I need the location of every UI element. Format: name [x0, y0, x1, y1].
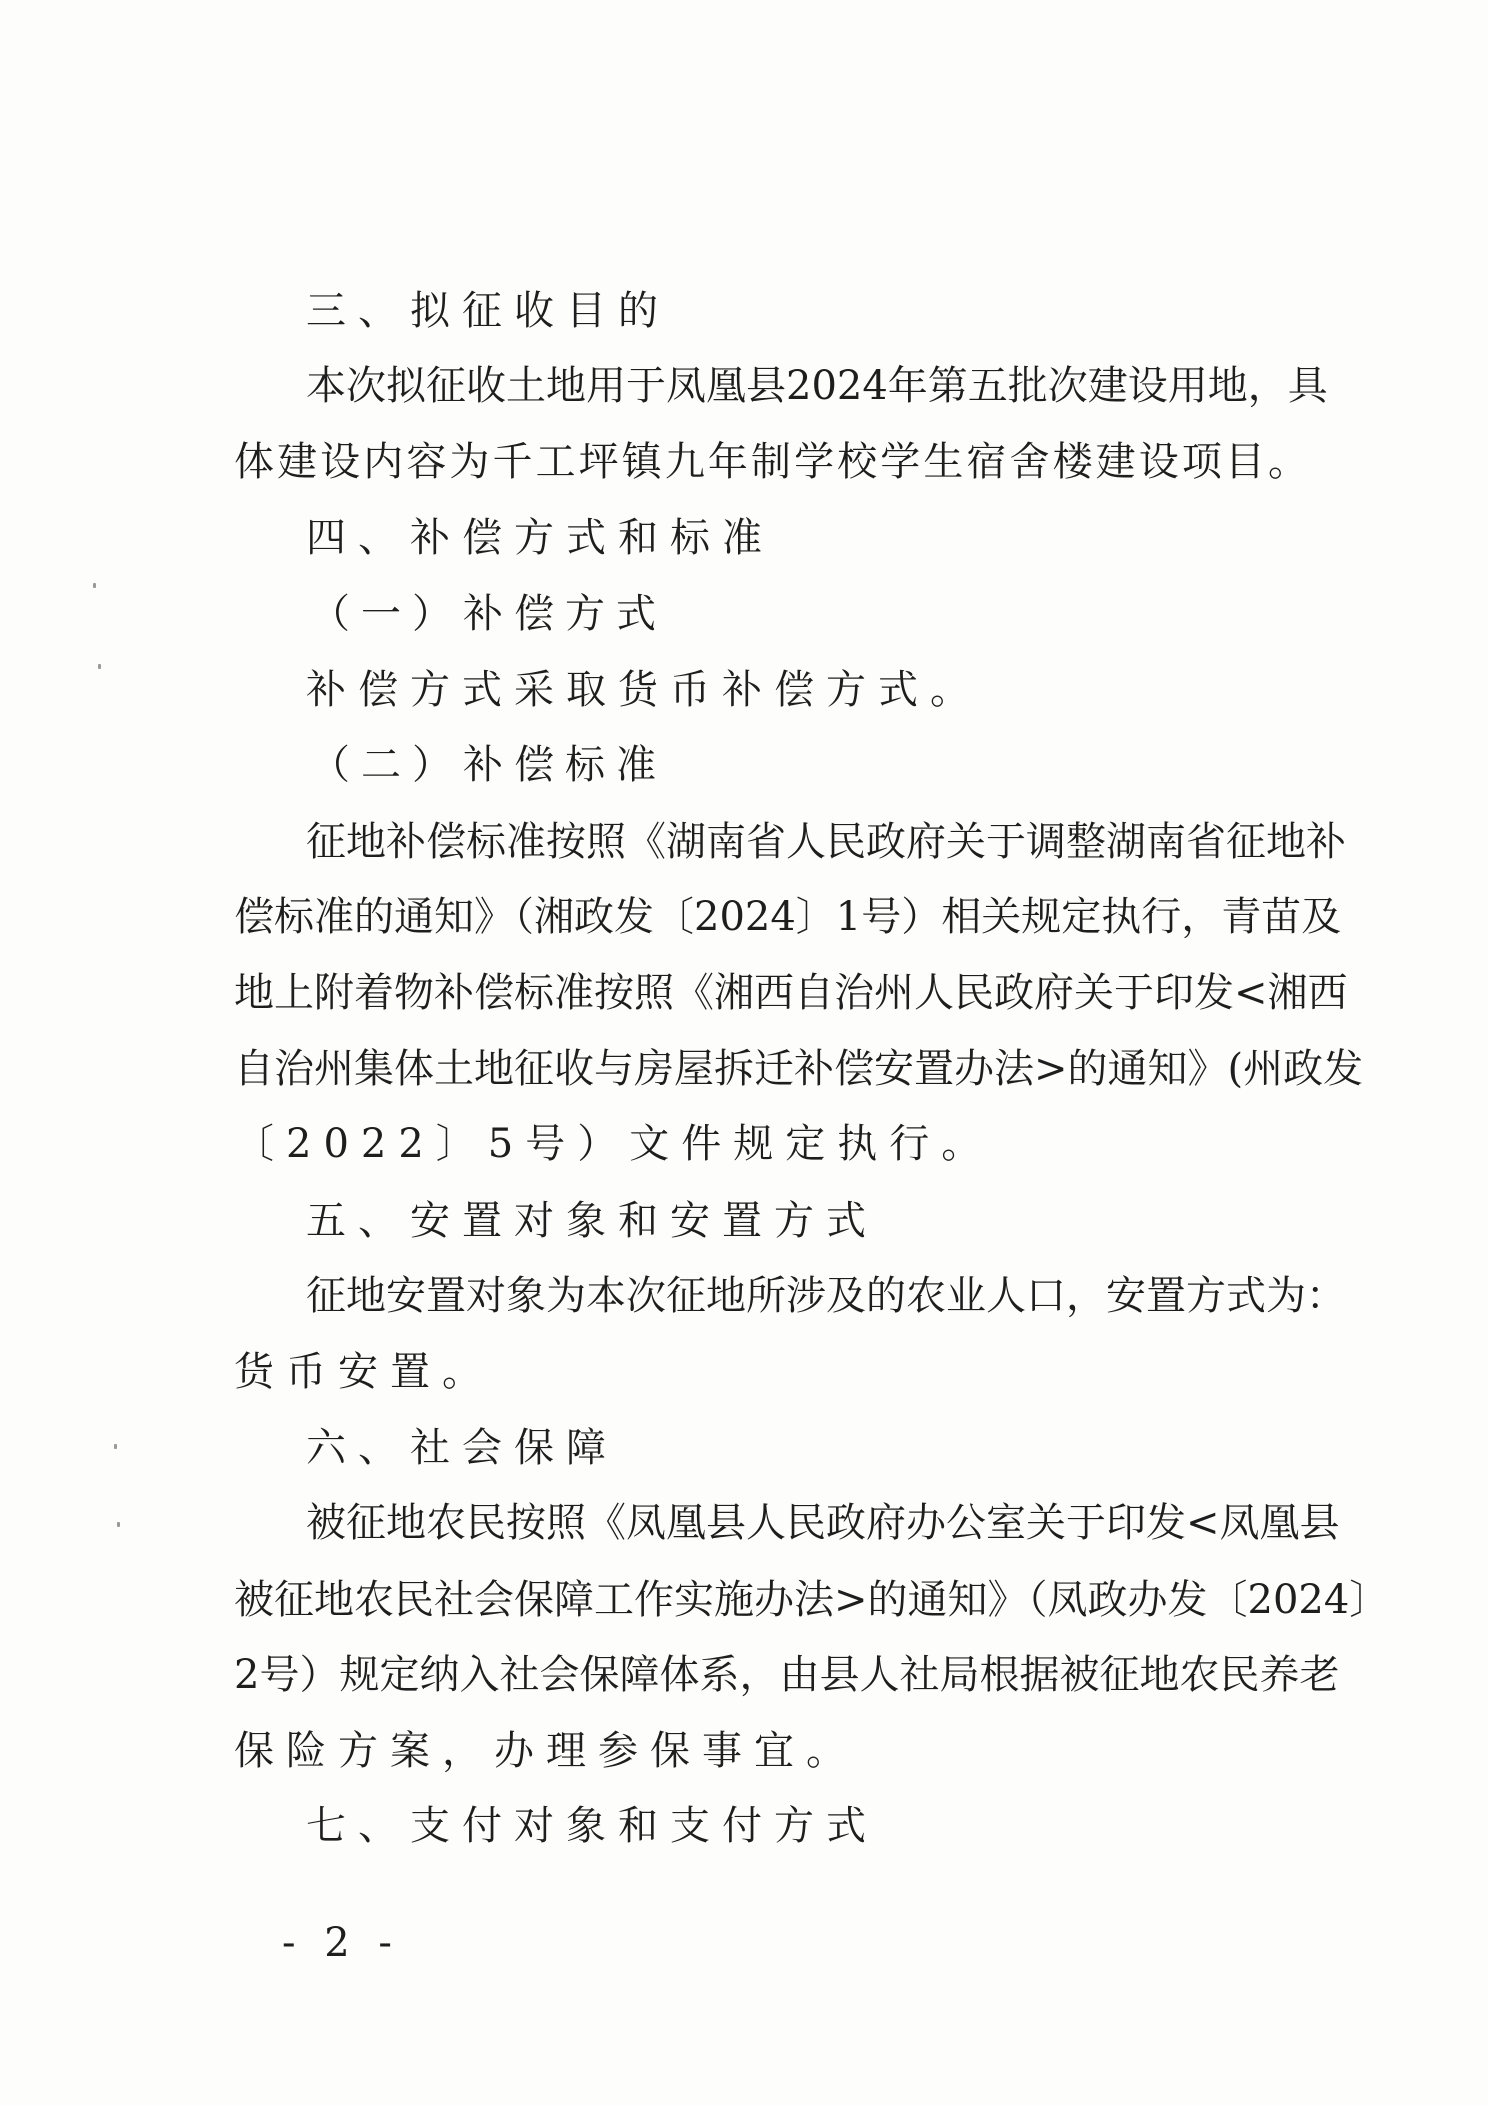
subheading-compensation-standard: （二）补偿标准 [310, 742, 667, 788]
paragraph-line: 地上附着物补偿标准按照《湘西自治州人民政府关于印发<湘西 [234, 970, 1348, 1016]
page-number: - 2 - [282, 1920, 400, 1966]
scan-speck [117, 1522, 120, 1527]
paragraph-line: 货币安置。 [234, 1349, 494, 1395]
section-heading-purpose: 三、拟征收目的 [306, 288, 670, 334]
paragraph-line: 被征地农民按照《凤凰县人民政府办公室关于印发<凤凰县 [306, 1500, 1340, 1546]
paragraph-line: 本次拟征收土地用于凤凰县2024年第五批次建设用地，具 [306, 363, 1328, 409]
paragraph-line: 补偿方式采取货币补偿方式。 [306, 667, 982, 713]
scan-speck [93, 583, 96, 588]
paragraph-line: 征地安置对象为本次征地所涉及的农业人口，安置方式为： [306, 1273, 1346, 1319]
paragraph-line: 体建设内容为千工坪镇九年制学校学生宿舍楼建设项目。 [234, 439, 1308, 485]
paragraph-line: 征地补偿标准按照《湖南省人民政府关于调整湖南省征地补 [306, 819, 1346, 865]
paragraph-line: 〔2022〕5号）文件规定执行。 [234, 1121, 994, 1167]
section-heading-social-security: 六、社会保障 [306, 1425, 618, 1471]
paragraph-line: 偿标准的通知》（湘政发〔2024〕1号）相关规定执行，青苗及 [234, 894, 1342, 940]
section-heading-compensation: 四、补偿方式和标准 [306, 515, 774, 561]
paragraph-line: 保险方案，办理参保事宜。 [234, 1728, 858, 1774]
section-heading-resettlement: 五、安置对象和安置方式 [306, 1198, 878, 1244]
paragraph-line: 被征地农民社会保障工作实施办法>的通知》（凤政办发〔2024〕 [234, 1577, 1390, 1623]
paragraph-line: 2号）规定纳入社会保障体系，由县人社局根据被征地农民养老 [234, 1652, 1340, 1698]
paragraph-line: 自治州集体土地征收与房屋拆迁补偿安置办法>的通知》(州政发 [234, 1046, 1364, 1092]
scan-speck [98, 664, 101, 669]
section-heading-payment: 七、支付对象和支付方式 [306, 1803, 878, 1849]
subheading-compensation-method: （一）补偿方式 [310, 591, 667, 637]
scan-speck [114, 1444, 117, 1449]
